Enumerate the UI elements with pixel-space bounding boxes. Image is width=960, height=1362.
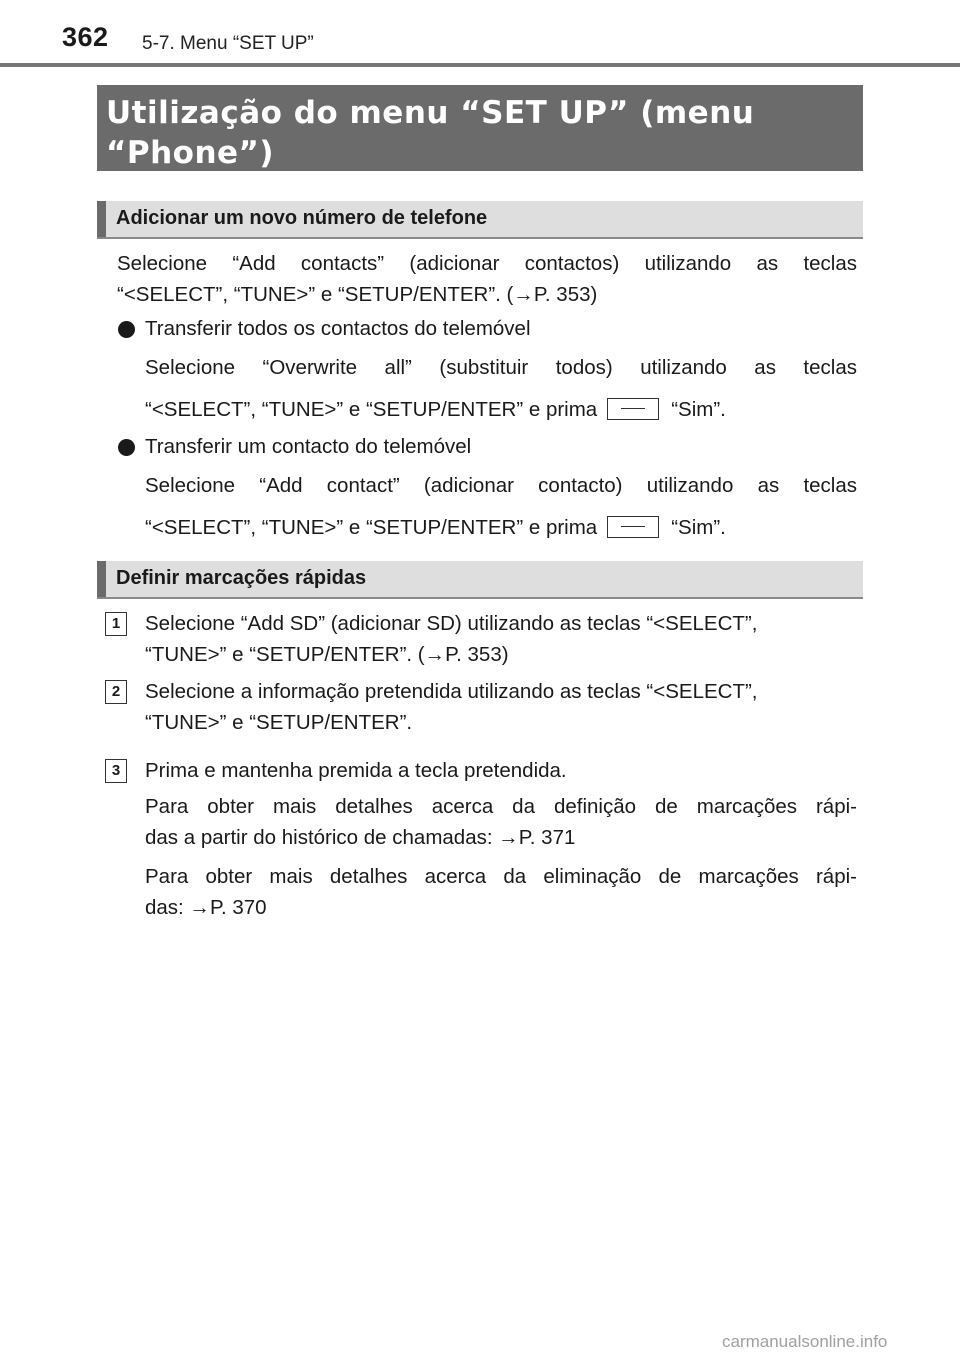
- bullet-1-title: Transferir todos os contactos do telemóvel: [145, 317, 531, 340]
- subsection-heading-add-number: [97, 201, 863, 239]
- subsection-heading-speed-dial: [97, 561, 863, 599]
- subsection-heading-text: Adicionar um novo número de telefone: [116, 207, 488, 229]
- bullet-2-line-2: [145, 512, 857, 544]
- watermark: carmanualsonline.info: [722, 1332, 888, 1351]
- page-title-line-1: Utilização do menu “SET UP” (menu: [106, 95, 755, 131]
- note-2-line-2: das: →P. 370: [145, 896, 267, 919]
- note-1-line-2: das a partir do histórico de chamadas: →P. 371: [145, 826, 576, 849]
- subsection-heading-text: Definir marcações rápidas: [116, 567, 367, 589]
- step-1-line-1: Selecione “Add SD” (adicionar SD) utilizando as teclas “<SELECT”,: [145, 612, 758, 635]
- bullet-2-line-1: Selecione “Add contact” (adicionar contacto) utilizando as teclas: [145, 474, 857, 497]
- note-2-line-1: Para obter mais detalhes acerca da eliminação de marcações rápi-: [145, 865, 857, 888]
- page-number: 362: [62, 22, 109, 52]
- page-header: [0, 0, 960, 70]
- step-2-line-2: “TUNE>” e “SETUP/ENTER”.: [145, 711, 413, 734]
- bullet-2-title: Transferir um contacto do telemóvel: [145, 435, 472, 458]
- step-3-line-1: Prima e mantenha premida a tecla pretendida.: [145, 759, 567, 782]
- page-title-line-2: “Phone”): [106, 135, 275, 171]
- step-1-line-2: “TUNE>” e “SETUP/ENTER”. (→P. 353): [145, 643, 509, 666]
- bullet-icon: [118, 439, 135, 456]
- step-number-1: 1: [105, 612, 127, 636]
- step-number-3: 3: [105, 759, 127, 783]
- bullet-2-yes-text: “Sim”.: [671, 516, 726, 539]
- bullet-1-yes-text: “Sim”.: [671, 398, 726, 421]
- step-number-2: 2: [105, 680, 127, 704]
- bullet-1-line-1: Selecione “Overwrite all” (substituir todos) utilizando as teclas: [145, 356, 857, 379]
- header-divider: [0, 63, 960, 67]
- intro-line-2: “<SELECT”, “TUNE>” e “SETUP/ENTER”. (→P. 353): [117, 283, 598, 306]
- soft-key-icon: [607, 516, 659, 538]
- section-title-banner: [97, 85, 863, 171]
- step-2-line-1: Selecione a informação pretendida utilizando as teclas “<SELECT”,: [145, 680, 758, 703]
- soft-key-icon: [607, 398, 659, 420]
- chapter-title: 5-7. Menu “SET UP”: [142, 33, 314, 54]
- intro-line-1: Selecione “Add contacts” (adicionar contactos) utilizando as teclas: [117, 252, 857, 275]
- note-1-line-1: Para obter mais detalhes acerca da definição de marcações rápi-: [145, 795, 857, 818]
- bullet-1-line-2-text: “<SELECT”, “TUNE>” e “SETUP/ENTER” e prima: [145, 398, 598, 421]
- bullet-1-line-2: [145, 394, 857, 426]
- bullet-2-line-2-text: “<SELECT”, “TUNE>” e “SETUP/ENTER” e prima: [145, 516, 598, 539]
- bullet-icon: [118, 321, 135, 338]
